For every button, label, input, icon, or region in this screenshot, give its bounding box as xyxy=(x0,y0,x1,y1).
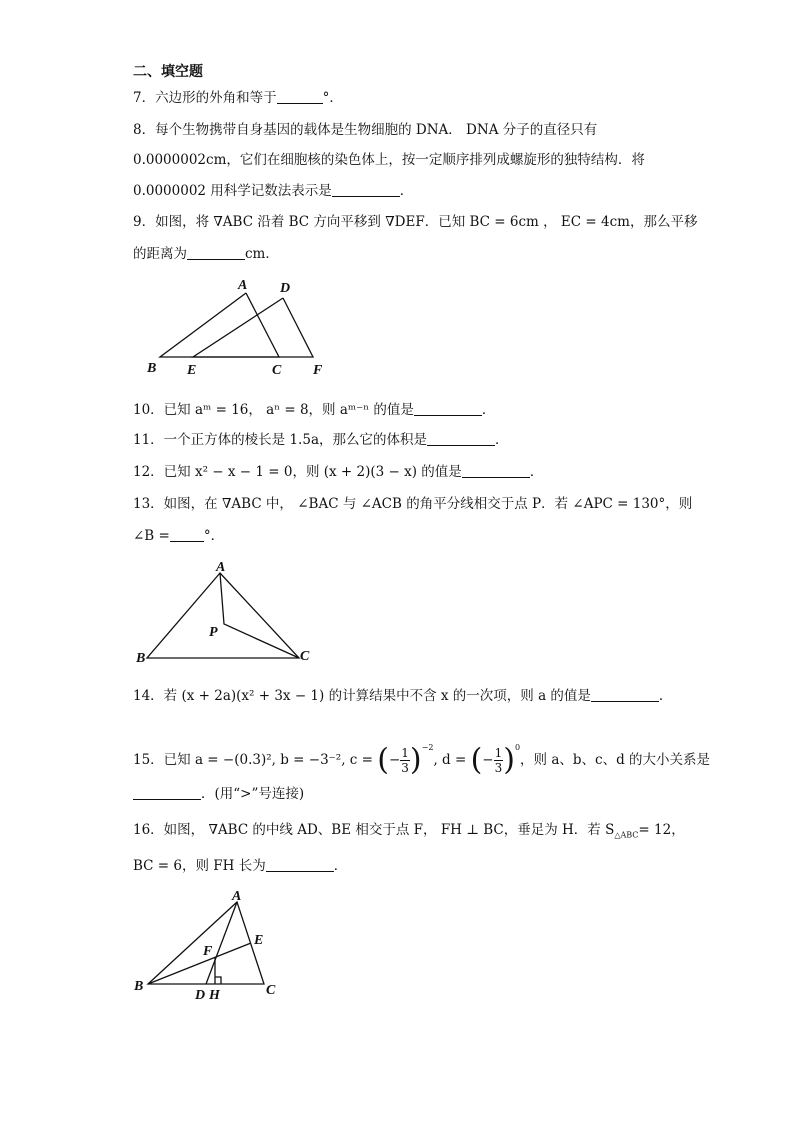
q16-triangle-abc xyxy=(148,902,264,984)
q16-label-d: D xyxy=(195,988,206,1003)
q15-d-close-paren: ) xyxy=(503,742,515,778)
q15-d-open-paren: ( xyxy=(470,742,483,778)
q14-tail: ． xyxy=(658,688,673,704)
q13-label-a: A xyxy=(216,560,226,575)
q13-line2-text: ∠B = xyxy=(133,528,170,544)
q8-line1: 8．每个生物携带自身基因的载体是生物细胞的 DNA． DNA 分子的直径只有 xyxy=(133,122,598,138)
q8-line3-text: 0.0000002 用科学记数法表示是 xyxy=(133,183,332,199)
q15-c-num: 1 xyxy=(401,746,409,760)
q8-tail: ． xyxy=(399,183,414,199)
q16-tail: ． xyxy=(333,858,348,874)
q14-text: 14．若 (x + 2a)(x² + 3x − 1) 的计算结果中不含 x 的一次项，则 a 的值是 xyxy=(133,688,591,704)
q16-label-b: B xyxy=(134,979,144,994)
q16-median-be xyxy=(148,943,251,984)
q15-tail-text: ，则 a、b、c、d 的大小关系是 xyxy=(520,752,711,768)
q13-label-c: C xyxy=(300,649,310,664)
q12-tail: ． xyxy=(529,464,544,480)
q9-label-f: F xyxy=(313,363,323,378)
q16-label-h: H xyxy=(209,988,220,1003)
q15-d-den: 3 xyxy=(494,761,503,775)
q15-d-text: , d = xyxy=(433,752,467,768)
q15-text: 15．已知 a = −(0.3)², b = −3⁻², c = xyxy=(133,752,373,768)
q16-line1-tail: = 12， xyxy=(638,822,685,838)
q16-line2-text: BC = 6，则 FH 长为 xyxy=(133,858,266,874)
q16-median-ad xyxy=(206,902,237,984)
q11-tail: ． xyxy=(495,432,509,448)
q9-label-d: D xyxy=(280,281,291,296)
q8-line2: 0.0000002cm，它们在细胞核的染色体上，按一定顺序排列成螺旋形的独特结构．将 xyxy=(133,152,645,168)
q16-label-f: F xyxy=(203,944,213,959)
q10-tail: ． xyxy=(481,402,496,418)
q7-text: 7．六边形的外角和等于 xyxy=(133,90,277,106)
q10-text: 10．已知 aᵐ = 16， aⁿ = 8，则 aᵐ⁻ⁿ 的值是 xyxy=(133,402,414,418)
q15-c-minus: − xyxy=(388,752,401,768)
q13-line1: 13．如图，在 ∇ABC 中， ∠BAC 与 ∠ACB 的角平分线相交于点 P．若 ∠APC = 130°，则 xyxy=(133,496,693,512)
q9-tail: cm． xyxy=(245,246,279,262)
q16-label-a: A xyxy=(232,889,242,904)
q9-label-c: C xyxy=(272,363,282,378)
q7-tail: °． xyxy=(322,90,343,106)
q9-line1: 9．如图，将 ∇ABC 沿着 BC 方向平移到 ∇DEF．已知 BC = 6cm ， EC = 4cm，那么平移 xyxy=(133,214,698,230)
q12-text: 12．已知 x² − x − 1 = 0，则 (x + 2)(3 − x) 的值是 xyxy=(133,464,462,480)
q16-line1-text: 16．如图， ∇ABC 的中线 AD、BE 相交于点 F， FH ⊥ BC，垂足为 H．若 S xyxy=(133,822,615,838)
q9-label-e: E xyxy=(187,363,197,378)
q11-text: 11．一个正方体的棱长是 1.5a，那么它的体积是 xyxy=(133,432,427,448)
q15-c-close-paren: ) xyxy=(409,742,422,778)
q15-d-num: 1 xyxy=(494,746,503,760)
q15-d-minus: − xyxy=(482,752,494,768)
q15-c-exponent: −2 xyxy=(421,743,434,752)
q13-label-p: P xyxy=(209,625,218,640)
q9-label-a: A xyxy=(238,278,248,293)
q16-right-angle-mark xyxy=(215,977,221,984)
q13-label-b: B xyxy=(136,651,146,666)
q15-c-den: 3 xyxy=(401,761,409,775)
q13-tail: °． xyxy=(203,528,225,544)
q16-subscript: △ABC xyxy=(614,830,639,840)
q9-line2-text: 的距离为 xyxy=(133,246,187,262)
q16-label-c: C xyxy=(266,983,276,998)
section-title: 二、填空题 xyxy=(133,64,203,80)
q15-line2-text: ．(用“>”号连接) xyxy=(201,786,305,802)
q15-c-open-paren: ( xyxy=(377,742,389,778)
q15-d-exponent: 0 xyxy=(514,743,521,752)
q16-label-e: E xyxy=(254,933,264,948)
q9-label-b: B xyxy=(147,361,157,376)
